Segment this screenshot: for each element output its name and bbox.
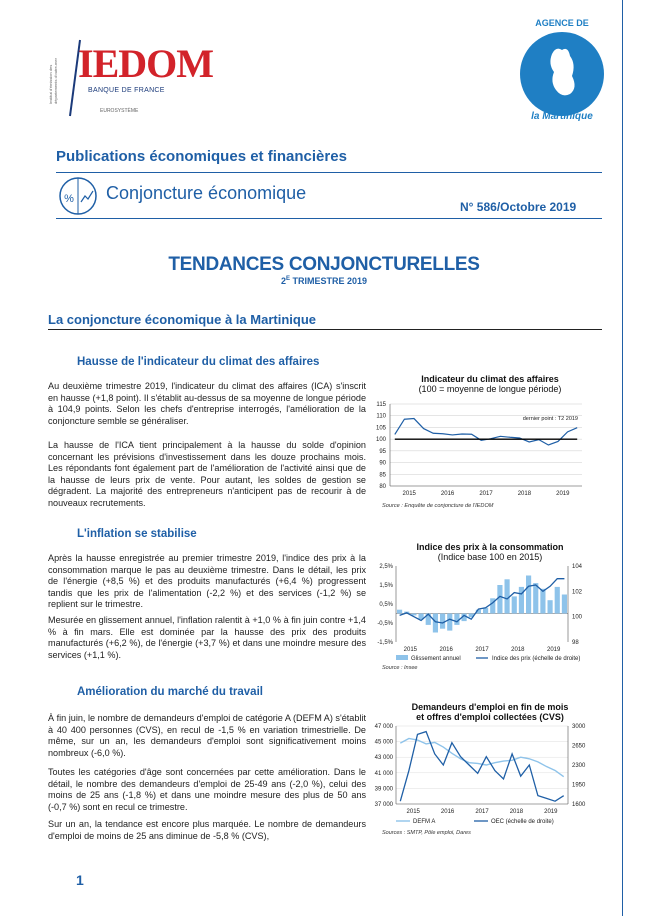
chart-job-seekers <box>362 722 602 842</box>
paragraph: Sur un an, la tendance est encore plus marquée. Le nombre de demandeurs d'emploi de moins de 25 ans diminue de -5,8 % (CVS), <box>48 819 366 841</box>
y-right-tick-label: 1600 <box>572 802 586 808</box>
paragraph: La hausse de l'ICA tient principalement à la hausse du solde d'opinion concernant les prévisions d'investissement dans les douze prochains mois. Les répondants font également part de l'amélioration de l'activité ainsi que de la hausse de leurs prix de vente. Pour autant, les soldes de gestion se dégradent. La majorité des entrepreneurs n'anticipent pas de recourir à de nouveaux recrutements. <box>48 440 366 508</box>
y-left-tick-label: 43 000 <box>374 755 393 762</box>
chart2-title: Indice des prix à la consommation <box>416 542 564 552</box>
section-title: La conjoncture économique à la Martinique <box>48 312 316 327</box>
y-left-tick-label: 41 000 <box>374 770 393 777</box>
x-tick-label: 2016 <box>440 809 455 815</box>
chart1-source: Source : Enquête de conjoncture de l'IEDOM <box>382 503 494 509</box>
agency-badge <box>516 16 608 122</box>
x-tick-label: 2018 <box>509 809 524 815</box>
x-tick-label: 2018 <box>511 647 525 653</box>
paragraph: Mesurée en glissement annuel, l'inflation ralentit à +1,0 % à fin juin contre +1,4 % à fin mars. Elle est dominée par la hausse des prix des produits manufacturés (+6,2 %), de l'énergie (+3,7 %) et dans une moindre mesure des services (+1,1 %). <box>48 615 366 660</box>
y-tick-label: 80 <box>379 484 386 490</box>
bar <box>540 589 545 614</box>
logo-subtitle-2: EUROSYSTÈME <box>100 108 139 114</box>
heading-business-climate: Hausse de l'indicateur du climat des affaires <box>77 356 320 368</box>
badge-top-text: AGENCE DE <box>535 18 589 28</box>
y-left-tick-label: 2,5% <box>379 564 393 570</box>
legend-label: DEFM A <box>413 819 436 825</box>
chart3-title-block <box>380 702 600 722</box>
chart1-title-block <box>380 374 600 394</box>
y-left-tick-label: 0,5% <box>379 602 393 608</box>
bar <box>505 579 510 613</box>
series-line <box>400 579 565 623</box>
x-tick-label: 2019 <box>544 809 558 815</box>
chart3-subtitle: et offres d'emploi collectées (CVS) <box>416 712 564 722</box>
legend-swatch <box>396 655 408 660</box>
legend-label: Indice des prix (échelle de droite) <box>492 656 581 662</box>
logo-text: IEDOM <box>78 41 213 86</box>
y-right-tick-label: 100 <box>572 614 583 621</box>
chart1-subtitle: (100 = moyenne de longue période) <box>418 384 562 394</box>
chart2-title-block <box>380 542 600 562</box>
issue-number: N° 586/Octobre 2019 <box>460 200 577 214</box>
paragraph: Après la hausse enregistrée au premier trimestre 2019, l'indice des prix à la consommation marque le pas au deuxième trimestre. Dans le détail, les prix de l'énergie (+8,5 %) et des produits manufacturés (+6,4 %) progressent tandis que les prix de l'alimentation (-2,2 %) et des services (-1,2 %) se replient sur le trimestre. <box>48 553 366 610</box>
x-tick-label: 2015 <box>403 647 418 653</box>
section-divider <box>48 329 602 330</box>
x-tick-label: 2018 <box>517 491 532 497</box>
y-tick-label: 90 <box>379 460 386 467</box>
y-tick-label: 100 <box>375 437 386 444</box>
y-tick-label: 115 <box>376 402 386 408</box>
bar <box>433 614 438 633</box>
y-right-tick-label: 98 <box>572 640 579 646</box>
y-right-tick-label: 3000 <box>572 724 586 730</box>
x-tick-label: 2017 <box>475 647 489 653</box>
category-title: Conjoncture économique <box>106 183 307 203</box>
bar <box>519 587 524 614</box>
y-right-tick-label: 104 <box>572 564 583 570</box>
bar <box>555 587 560 614</box>
logo-tagline: Institut d'émission des départements d'outre-mer <box>48 58 58 104</box>
annotation: dernier point : T2 2019 <box>522 416 578 423</box>
series-line-oec <box>400 732 563 802</box>
x-tick-label: 2019 <box>546 647 561 653</box>
x-tick-label: 2016 <box>440 491 455 497</box>
chart-percent-icon <box>58 176 98 216</box>
series-line <box>395 419 577 445</box>
bar <box>497 585 502 614</box>
chart2-source: Source : Insee <box>382 665 418 671</box>
bar <box>454 614 459 625</box>
heading-inflation: L'inflation se stabilise <box>77 528 197 540</box>
logo-subtitle: BANQUE DE FRANCE <box>88 87 165 94</box>
y-left-tick-label: 37 000 <box>374 802 393 808</box>
bar <box>440 614 445 629</box>
chart3-source: Sources : SMTP, Pôle emploi, Dares <box>382 830 471 836</box>
y-right-tick-label: 102 <box>572 589 583 596</box>
x-tick-label: 2015 <box>406 809 420 815</box>
y-left-tick-label: -0,5% <box>377 621 393 627</box>
bar <box>562 595 567 614</box>
x-tick-label: 2016 <box>439 647 453 653</box>
paragraph: Au deuxième trimestre 2019, l'indicateur du climat des affaires (ICA) s'inscrit en hausse (+1,8 point). Il s'établit au-dessus de sa moyenne de longue période à 104,9 points. Selon les chefs d'entreprise interrogés, l'amélioration de la conjoncture semble se généraliser. <box>48 381 366 426</box>
y-left-tick-label: 47 000 <box>374 724 393 730</box>
y-tick-label: 95 <box>379 448 386 455</box>
paragraph: À fin juin, le nombre de demandeurs d'emploi de catégorie A (DEFM A) s'établit à 40 400 personnes (CVS), en recul de -1,5 % en variation trimestrielle. De même, sur un an, les demandeurs d'emploi sont significativement moins nombreux (-6,0 %). <box>48 713 366 758</box>
y-right-tick-label: 1950 <box>572 782 586 789</box>
y-tick-label: 110 <box>376 413 386 420</box>
y-left-tick-label: 1,5% <box>379 583 393 589</box>
bar <box>397 610 402 614</box>
y-tick-label: 105 <box>375 425 386 432</box>
y-tick-label: 85 <box>379 472 386 479</box>
heading-labor-market: Amélioration du marché du travail <box>77 686 263 698</box>
y-right-tick-label: 2650 <box>572 743 586 750</box>
x-tick-label: 2015 <box>402 491 416 497</box>
divider <box>56 172 602 173</box>
x-tick-label: 2017 <box>479 491 493 497</box>
main-subtitle: $2^E$ TRIMESTRE 2019 <box>280 276 368 286</box>
chart1-title: Indicateur du climat des affaires <box>421 374 559 384</box>
chart-consumer-prices <box>362 562 600 678</box>
bar <box>533 583 538 613</box>
paragraph: Toutes les catégories d'âge sont concernées par cette amélioration. Dans le détail, le nombre des demandeurs d'emploi de 25-49 ans (-2,0 %), celui des moins de 25 ans (-1,8 %) et dans une moindre mesure des plus de 50 ans (-0,7 %) sont en recul ce trimestre. <box>48 767 366 812</box>
y-left-tick-label: -1,5% <box>377 640 393 646</box>
bar <box>447 614 452 631</box>
bar <box>548 600 553 613</box>
divider <box>56 218 602 219</box>
page-number: 1 <box>76 872 84 888</box>
y-left-tick-label: 39 000 <box>374 786 393 793</box>
chart3-title: Demandeurs d'emploi en fin de mois <box>411 702 569 712</box>
margin-line <box>622 0 623 916</box>
y-left-tick-label: 45 000 <box>374 739 393 746</box>
chart2-subtitle: (Indice base 100 en 2015) <box>437 552 543 562</box>
main-title: TENDANCES CONJONCTURELLES <box>168 254 480 275</box>
series-line-defm <box>400 738 563 776</box>
publication-title: Publications économiques et financières <box>56 148 347 165</box>
bar <box>526 576 531 614</box>
x-tick-label: 2017 <box>475 809 489 815</box>
bar <box>512 596 517 613</box>
svg-text:%: % <box>64 193 74 205</box>
legend-label: OEC (échelle de droite) <box>491 819 554 825</box>
legend-label: Glissement annuel <box>411 656 461 662</box>
chart-business-climate <box>360 398 596 514</box>
y-right-tick-label: 2300 <box>572 763 586 769</box>
badge-bottom-text: la Martinique <box>531 111 593 122</box>
x-tick-label: 2019 <box>556 491 570 497</box>
